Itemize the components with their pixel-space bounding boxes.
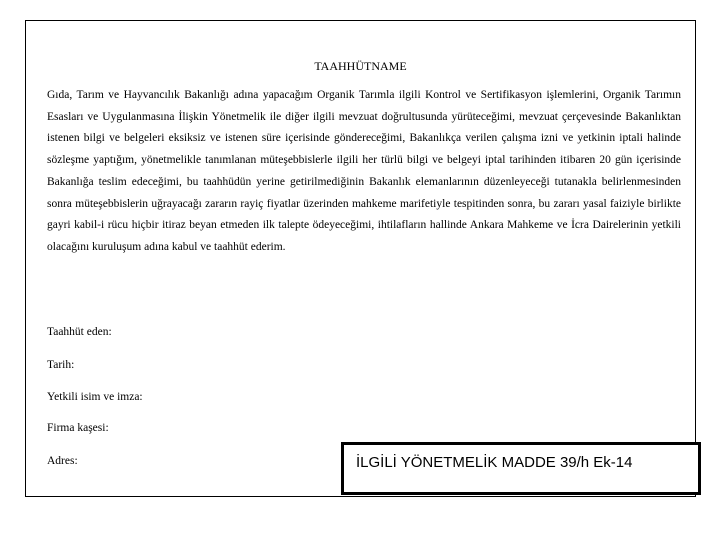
commitment-text: Gıda, Tarım ve Hayvancılık Bakanlığı adına yapacağım Organik Tarımla ilgili Kontrol ve Sertifikasyon işlemlerini, Organik Tarımın Esasları ve Uygulanmasına İlişkin Yönetmelik ile diğer ilgili mevzuat doğrultusunda yürüteceğimi, mevzuat çerçevesinde Bakanlıktan istenen bilgi ve belgeleri eksiksiz ve istenen süre içerisinde göndereceğimi, Bakanlıkça verilen çalışma izni ve yetkinin iptali halinde sözleşme yaptığım, yönetmelikle tanımlanan müteşebbislerle ilgili her türlü bilgi ve belgeyi iptal tarihinden itibaren 20 gün içerisinde Bakanlığa teslim edeceğimi, bu taahhüdün yerine getirilmediğinin Bakanlık elemanlarının düzenleyeceği tutanakla belirlenmesinden sonra müteşebbislerin uğrayacağı zararın rayiç fiyatlar üzerinden mahkeme marifetiyle tespitinden sonra, bu zararı yasal faiziyle birlikte gayri kabil-i rücu hiçbir itiraz beyan etmeden ilk talepte ödeyeceğimi, ihtilafların hallinde Ankara Mahkeme ve İcra Dairelerinin yetkili olacağını kuruluşum adına kabul ve taahhüt ederim. bbox=[47, 89, 681, 253]
field-firma-kasesi: Firma kaşesi: bbox=[47, 422, 109, 434]
regulation-reference-box bbox=[341, 442, 701, 495]
field-tarih: Tarih: bbox=[47, 359, 75, 371]
document-title: TAAHHÜTNAME bbox=[314, 59, 407, 73]
field-adres: Adres: bbox=[47, 455, 78, 467]
field-taahhut-eden: Taahhüt eden: bbox=[47, 326, 112, 338]
regulation-reference: İLGİLİ YÖNETMELİK MADDE 39/h Ek-14 bbox=[356, 454, 633, 471]
document-frame bbox=[25, 20, 696, 497]
field-yetkili-isim-imza: Yetkili isim ve imza: bbox=[47, 391, 143, 403]
